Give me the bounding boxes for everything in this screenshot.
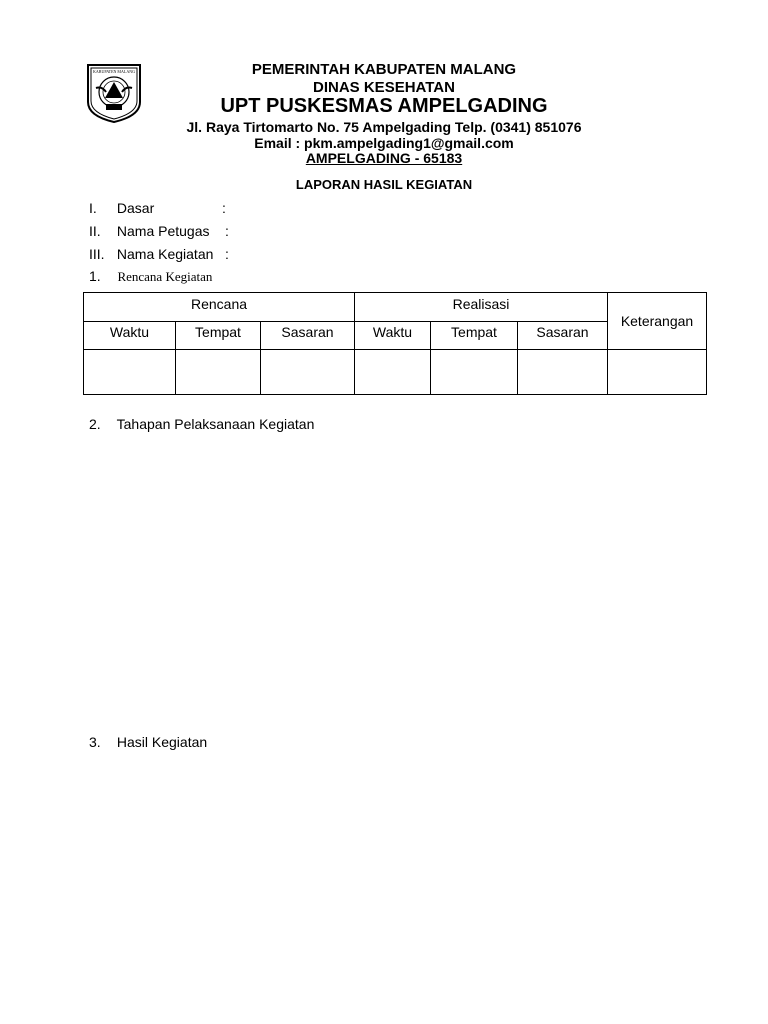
field-colon: : xyxy=(222,200,226,216)
subheader-tempat: Tempat xyxy=(176,322,261,350)
section-rencana-kegiatan xyxy=(89,268,212,286)
svg-text:KABUPATEN MALANG: KABUPATEN MALANG xyxy=(93,69,135,74)
section-number: 3. xyxy=(89,734,101,750)
table-cell xyxy=(431,350,518,395)
subheader-waktu: Waktu xyxy=(84,322,176,350)
field-label: Nama Kegiatan xyxy=(116,246,214,262)
table-header-row xyxy=(84,293,707,322)
section-tahapan-pelaksanaan xyxy=(89,416,314,432)
field-number: II. xyxy=(89,223,101,239)
field-label: Dasar xyxy=(116,200,155,216)
rencana-realisasi-table xyxy=(83,292,707,395)
subheader-waktu: Waktu xyxy=(355,322,431,350)
field-dasar xyxy=(89,200,154,216)
header-keterangan: Keterangan xyxy=(608,293,707,350)
header-postal: AMPELGADING - 65183 xyxy=(305,150,463,166)
field-nama-kegiatan xyxy=(89,246,213,262)
header-rencana: Rencana xyxy=(84,293,355,322)
field-number: III. xyxy=(89,246,105,262)
header-email: Email : pkm.ampelgading1@gmail.com xyxy=(254,135,514,151)
header-institution: UPT PUSKESMAS AMPELGADING xyxy=(220,95,548,117)
report-title: LAPORAN HASIL KEGIATAN xyxy=(295,177,473,192)
table-cell xyxy=(261,350,355,395)
section-label: Tahapan Pelaksanaan Kegiatan xyxy=(116,416,315,432)
subheader-sasaran: Sasaran xyxy=(518,322,608,350)
header-government: PEMERINTAH KABUPATEN MALANG xyxy=(251,61,517,78)
section-label: Rencana Kegiatan xyxy=(117,269,213,284)
table-row xyxy=(84,350,707,395)
subheader-sasaran: Sasaran xyxy=(261,322,355,350)
field-colon: : xyxy=(225,246,229,262)
field-label: Nama Petugas xyxy=(116,223,210,239)
section-number: 2. xyxy=(89,416,101,432)
section-number: 1. xyxy=(89,268,101,284)
table-cell xyxy=(176,350,261,395)
header-department: DINAS KESEHATAN xyxy=(313,79,455,96)
subheader-tempat: Tempat xyxy=(431,322,518,350)
header-address: Jl. Raya Tirtomarto No. 75 Ampelgading Telp. (0341) 851076 xyxy=(186,119,582,135)
field-nama-petugas xyxy=(89,223,210,239)
table-cell xyxy=(608,350,707,395)
field-number: I. xyxy=(89,200,97,216)
table-cell xyxy=(518,350,608,395)
field-colon: : xyxy=(225,223,229,239)
section-label: Hasil Kegiatan xyxy=(116,734,208,750)
section-hasil-kegiatan xyxy=(89,734,207,750)
header-realisasi: Realisasi xyxy=(355,293,608,322)
table-cell xyxy=(355,350,431,395)
table-cell xyxy=(84,350,176,395)
